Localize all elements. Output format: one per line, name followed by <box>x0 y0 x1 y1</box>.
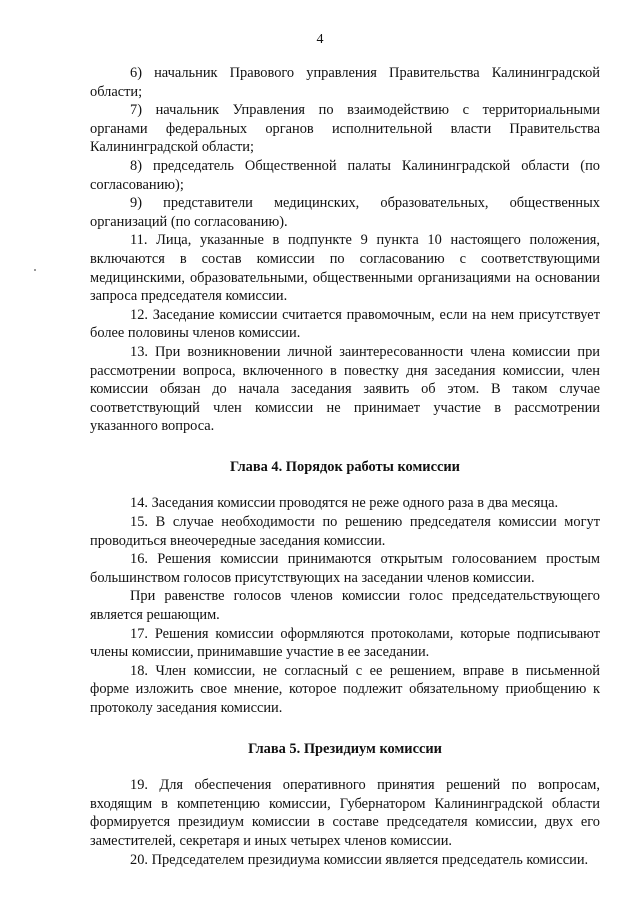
paragraph-12: 12. Заседание комиссии считается правомочным, если на нем присутствует более половины членов комиссии. <box>90 306 600 342</box>
chapter-5-heading: Глава 5. Президиум комиссии <box>248 740 442 757</box>
paragraph-19: 19. Для обеспечения оперативного принятия решений по вопросам, входящим в компетенцию комиссии, Губернатором Калининградской области формируется президиум комиссии в составе председателя комиссии, двух его заместителей, секретаря и иных четырех членов комиссии. <box>90 777 600 849</box>
paragraph-11: 11. Лица, указанные в подпункте 9 пункта 10 настоящего положения, включаются в состав комиссии по согласованию с соответствующими медицинскими, образовательными, общественными организациями на основании запроса председателя комиссии. <box>90 232 600 305</box>
list-item-7: 7) начальник Управления по взаимодействию с территориальными органами федеральных органов исполнительной власти Правительства Калининградской области; <box>90 102 600 156</box>
paragraph-17: 17. Решения комиссии оформляются протоколами, которые подписывают члены комиссии, принимавшие участие в ее заседании. <box>90 625 600 661</box>
paragraph-16-tie: При равенстве голосов членов комиссии голос председательствующего является решающим. <box>90 588 600 624</box>
paragraph-16: 16. Решения комиссии принимаются открытым голосованием простым большинством голосов присутствующих на заседании членов комиссии. <box>90 551 600 586</box>
paragraph-15: 15. В случае необходимости по решению председателя комиссии могут проводиться внеочередные заседания комиссии. <box>90 514 600 549</box>
paragraph-14: 14. Заседания комиссии проводятся не реже одного раза в два месяца. <box>130 495 559 512</box>
scan-speck <box>34 269 36 271</box>
list-item-8: 8) председатель Общественной палаты Калининградской области (по согласованию); <box>90 157 600 193</box>
page-number: 4 <box>316 32 324 47</box>
list-item-9: 9) представители медицинских, образовательных, общественных организаций (по согласованию). <box>90 195 600 230</box>
document-body <box>90 64 600 869</box>
paragraph-20: 20. Председателем президиума комиссии является председатель комиссии. <box>130 851 589 868</box>
paragraph-13: 13. При возникновении личной заинтересованности члена комиссии при рассмотрении вопроса, включенного в повестку дня заседания комиссии, член комиссии обязан до начала заседания заявить об этом. В таком случае соответствующий член комиссии не принимает участие в рассмотрении указанного вопроса. <box>90 343 600 435</box>
paragraph-18: 18. Член комиссии, не согласный с ее решением, вправе в письменной форме изложить свое мнение, которое подлежит обязательному приобщению к протоколу заседания комиссии. <box>90 662 600 716</box>
list-item-6: 6) начальник Правового управления Правительства Калининградской области; <box>90 65 600 100</box>
chapter-4-heading: Глава 4. Порядок работы комиссии <box>230 458 460 475</box>
